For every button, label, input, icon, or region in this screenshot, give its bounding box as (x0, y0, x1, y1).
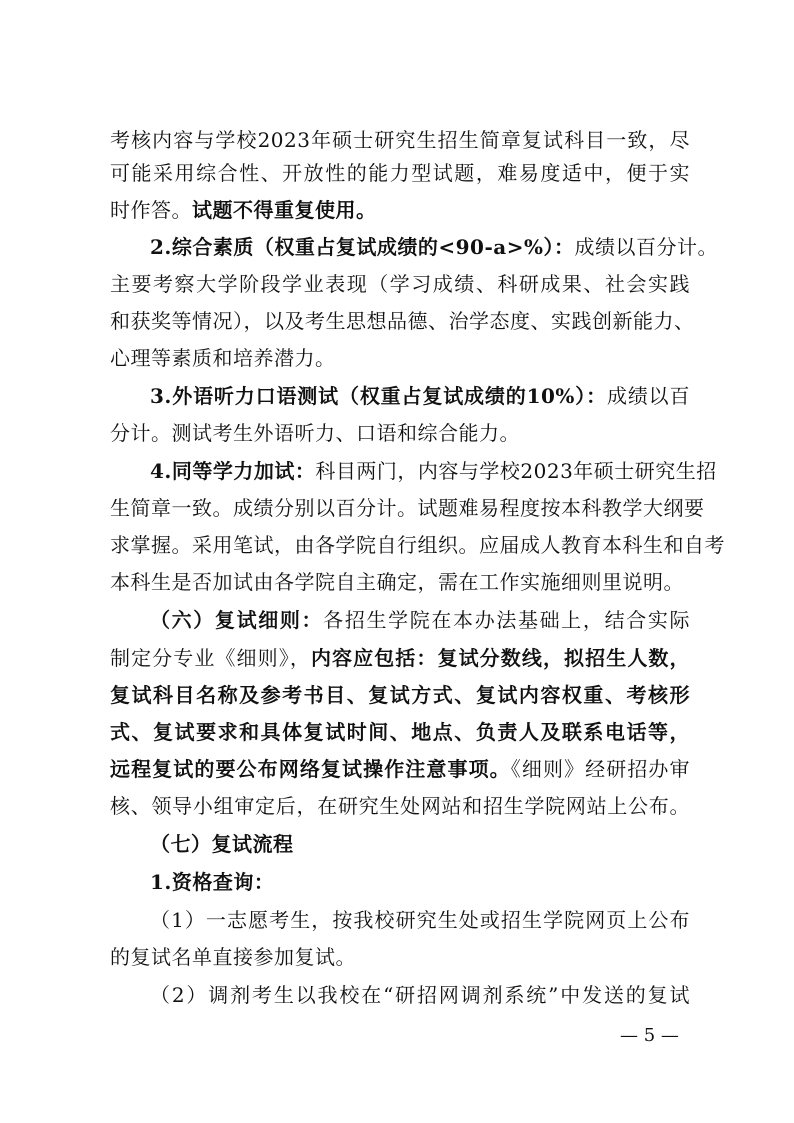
body-line-22 (150, 904, 690, 936)
text-span: 各招生学院在本办法基础上，结合实际 (323, 608, 691, 632)
body-line-15 (110, 642, 690, 674)
text-span: 制定分专业《细则》， (110, 646, 311, 670)
body-line-3 (110, 194, 690, 226)
body-line-6 (110, 305, 695, 337)
section-heading-foreign-language (150, 380, 690, 412)
bold-span: 复试科目名称及参考书目、复试方式、复试内容权重、考核形 (110, 683, 690, 707)
body-line-1 (110, 124, 690, 156)
bold-span: 内容应包括：复试分数线，拟招生人数， (310, 646, 691, 670)
text-span: 的复试名单直接参加复试。 (110, 945, 356, 969)
body-line-12 (110, 529, 725, 561)
body-line-24 (150, 979, 690, 1011)
body-line-23 (110, 941, 690, 973)
page-number: — 5 — (620, 1025, 679, 1046)
bold-span: 4.同等学力加试： (150, 459, 316, 483)
section-heading-equivalent-exam (150, 455, 717, 487)
section-heading-retest-rules (150, 604, 690, 636)
body-line-19 (110, 790, 690, 822)
text-span: 核、领导小组审定后，在研究生处网站和招生学院网站上公布。 (110, 794, 690, 818)
body-line-18 (110, 753, 690, 785)
body-line-9 (110, 417, 690, 449)
body-line-5 (110, 268, 690, 300)
text-span: （1）一志愿考生，按我校研究生处或招生学院网页上公布 (150, 908, 690, 932)
body-line-16 (110, 679, 690, 711)
text-span: 心理等素质和培养潜力。 (110, 346, 336, 370)
text-span: 主要考察大学阶段学业表现（学习成绩、科研成果、社会实践 (110, 272, 690, 296)
text-span: 成绩以百 (606, 384, 691, 408)
body-line-7 (110, 342, 690, 374)
bold-span: 3.外语听力口语测试（权重占复试成绩的10%）： (150, 384, 607, 408)
text-span: （2）调剂考生以我校在“研招网调剂系统”中发送的复试 (150, 983, 690, 1007)
bold-span: 2.综合素质（权重占复试成绩的<90-a>%）： (150, 235, 575, 259)
text-span: 考核内容与学校2023年硕士研究生招生简章复试科目一致，尽 (110, 128, 690, 152)
section-heading-comprehensive-quality (150, 231, 718, 263)
bold-span: 式、复试要求和具体复试时间、地点、负责人及联系电话等， (110, 720, 690, 744)
text-span: 求掌握。采用笔试，由各学院自行组织。应届成人教育本科生和自考 (110, 533, 725, 557)
text-span: 科目两门，内容与学校2023年硕士研究生招 (315, 459, 717, 483)
section-heading-retest-process (150, 828, 690, 860)
text-span: 和获奖等情况），以及考生思想品德、治学态度、实践创新能力、 (110, 309, 695, 333)
text-span: 生简章一致。成绩分别以百分计。试题难易程度按本科教学大纲要 (110, 496, 705, 520)
body-line-11 (110, 492, 705, 524)
bold-span: （六）复试细则： (150, 608, 324, 632)
bold-span: 1.资格查询： (150, 870, 275, 894)
text-span: 可能采用综合性、开放性的能力型试题，难易度适中，便于实 (110, 161, 690, 185)
text-span: 本科生是否加试由各学院自主确定，需在工作实施细则里说明。 (110, 570, 684, 594)
subsection-heading-qualification (150, 866, 690, 898)
bold-span: 远程复试的要公布网络复试操作注意事项。 (110, 757, 511, 781)
body-line-13 (110, 566, 690, 598)
text-span: 成绩以百分计。 (574, 235, 718, 259)
bold-span: （七）复试流程 (150, 832, 294, 856)
text-span: 《细则》经研招办审 (510, 757, 691, 781)
text-span: 时作答。 (110, 198, 192, 222)
body-line-17 (110, 716, 690, 748)
text-span: 分计。测试考生外语听力、口语和综合能力。 (110, 421, 520, 445)
bold-span: 试题不得重复使用。 (192, 198, 377, 222)
body-line-2 (110, 157, 690, 189)
